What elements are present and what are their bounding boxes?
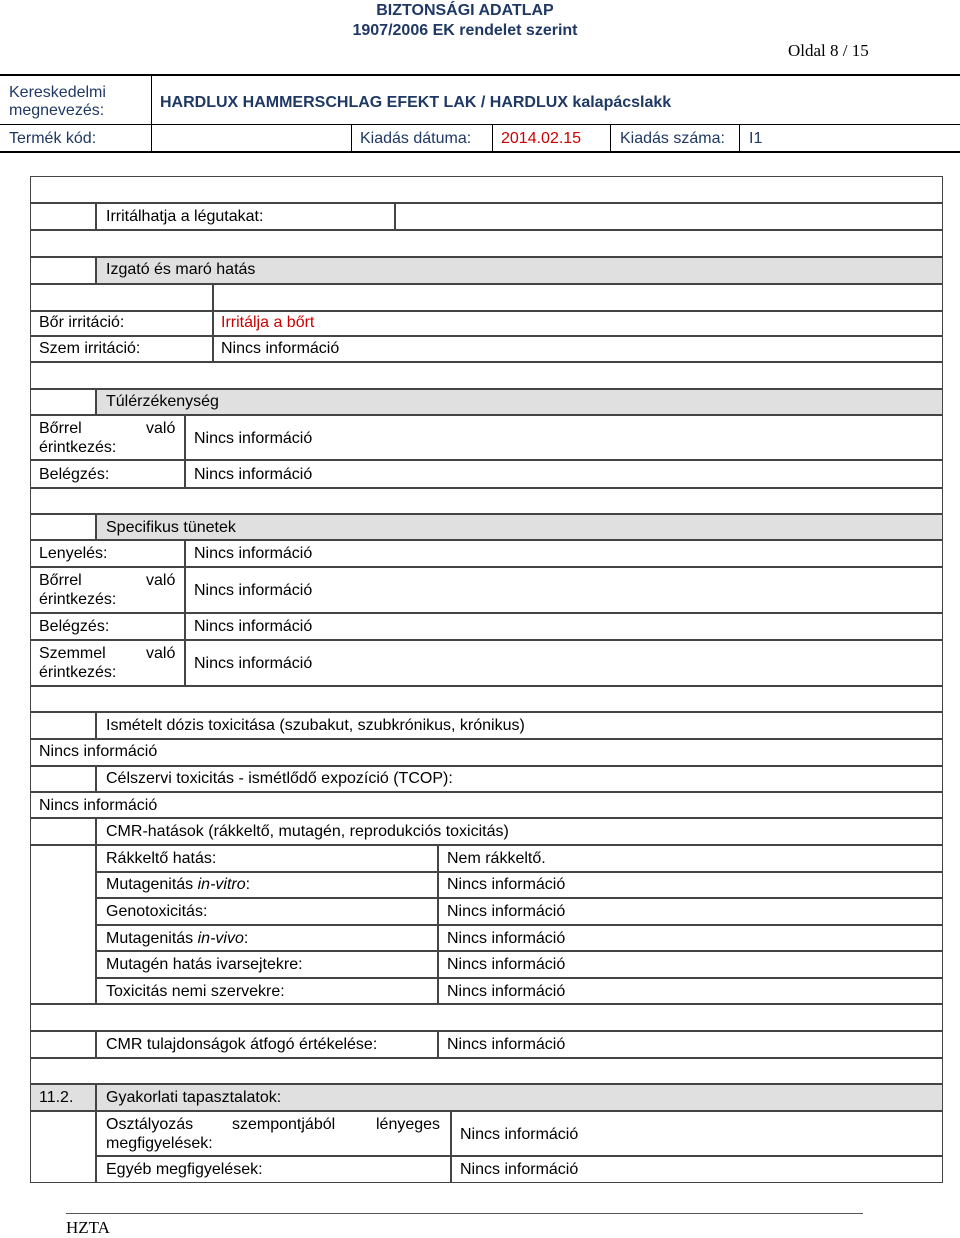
germ-cell-mutagenicity-label: Mutagén hatás ivarsejtekre: [106,956,303,973]
class-obs-label-word-3: lényeges [376,1116,441,1133]
eye-irritation-label: Szem irritáció: [39,340,141,357]
resp-irritation-label: Irritálhatja a légutakat: [106,208,264,225]
mutagenicity-in-vivo-label: Mutagenitás in-vivo: [106,930,249,947]
skin-irritation-value: Irritálja a bőrt [221,314,315,331]
sens-inhal-value: Nincs információ [194,466,313,483]
issue-number-value: I1 [749,130,763,147]
spacer-row [30,230,943,257]
issue-number-label: Kiadás száma: [620,130,725,147]
spacer-row [30,176,943,203]
sens-inhal-label: Belégzés: [39,466,110,483]
indent-cell [30,766,96,792]
spacer-row [30,488,943,514]
skin-irritation-value-cell [213,311,943,336]
indent-cell [30,389,96,415]
cmr-overall-value: Nincs információ [447,1036,566,1053]
specific-symptoms-heading: Specifikus tünetek [106,519,236,536]
carcinogenicity-value: Nem rákkeltő. [447,850,546,867]
sym-skin-label-mid: való [146,572,176,589]
product-code-label: Termék kód: [9,130,97,147]
cmr-overall-label: CMR tulajdonságok átfogó értékelése: [106,1036,378,1053]
sens-skin-label: Bőrrel [39,420,82,437]
sensitization-heading: Túlérzékenység [106,393,219,410]
sym-eye-label-mid: való [146,645,176,662]
sym-skin-value: Nincs információ [194,582,313,599]
sens-skin-value: Nincs információ [194,430,313,447]
issue-date-label: Kiadás dátuma: [360,130,472,147]
repeated-dose-value: Nincs információ [39,743,158,760]
sym-skin-label-2: érintkezés: [39,591,117,608]
indent-cell [30,712,96,739]
header-divider [151,76,152,152]
class-obs-label-line-2: megfigyelések: [106,1135,213,1152]
header-mid-rule [0,124,960,125]
spacer-row [30,362,943,389]
section-number: 11.2. [39,1089,74,1106]
class-obs-label-word-1: Osztályozás [106,1116,194,1133]
sens-skin-label-mid: való [146,420,176,437]
genotoxicity-label: Genotoxicitás: [106,903,208,920]
trade-name-label: Kereskedelmi [9,84,106,101]
indent-cell [30,1111,96,1183]
sym-ingestion-value: Nincs információ [194,545,313,562]
spacer-row [30,1004,943,1031]
indent-cell [30,203,96,230]
carcinogenicity-label: Rákkeltő hatás: [106,850,217,867]
stot-re-value: Nincs információ [39,797,158,814]
sym-inhal-value: Nincs információ [194,618,313,635]
regulation-subtitle: 1907/2006 EK rendelet szerint [352,22,578,39]
stot-re-heading: Célszervi toxicitás - ismétlődő expozíció (TCOP): [106,770,453,787]
class-obs-value: Nincs információ [460,1126,579,1143]
resp-irritation-value-cell [395,203,943,230]
header-bottom-rule [0,151,960,153]
sym-eye-label: Szemmel [39,645,106,662]
indent-cell [30,845,96,1004]
document-title: BIZTONSÁGI ADATLAP [376,2,554,19]
repeated-dose-value-cell [30,739,943,766]
skin-irritation-label: Bőr irritáció: [39,314,125,331]
header-top-rule [0,74,960,76]
other-observations-label: Egyéb megfigyelések: [106,1161,263,1178]
sensitization-heading-cell [96,389,943,415]
spacer-cell [213,284,943,311]
mutagenicity-in-vivo-value: Nincs információ [447,930,566,947]
issue-date-value: 2014.02.15 [501,130,582,147]
germ-cell-mutagenicity-value: Nincs információ [447,956,566,973]
header-divider [492,125,493,152]
spacer-cell [30,284,213,311]
class-obs-label-word-2: szempontjából [232,1116,336,1133]
other-observations-value: Nincs információ [460,1161,579,1178]
section-title: Gyakorlati tapasztalatok: [106,1089,282,1106]
spacer-row [30,1058,943,1084]
sym-eye-label-2: érintkezés: [39,664,117,681]
page-number: Oldal 8 / 15 [788,41,869,60]
sens-skin-label-2: érintkezés: [39,439,117,456]
header-divider [739,125,740,152]
mutagenicity-in-vitro-value: Nincs információ [447,876,566,893]
irritant-corrosive-heading: Izgató és maró hatás [106,261,256,278]
indent-cell [30,514,96,540]
header-divider [351,125,352,152]
indent-cell [30,1031,96,1058]
sym-ingestion-label: Lenyelés: [39,545,108,562]
spacer-row [30,686,943,712]
eye-irritation-value: Nincs információ [221,340,340,357]
mutagenicity-in-vitro-label: Mutagenitás in-vitro: [106,876,251,893]
trade-name-value: HARDLUX HAMMERSCHLAG EFEKT LAK / HARDLUX kalapácslakk [160,94,672,111]
sym-inhal-label: Belégzés: [39,618,110,635]
repeated-dose-heading: Ismételt dózis toxicitása (szubakut, szubkrónikus, krónikus) [106,717,525,734]
indent-cell [30,257,96,284]
reproductive-toxicity-label: Toxicitás nemi szervekre: [106,983,285,1000]
stot-re-value-cell [30,792,943,818]
header-divider [610,125,611,152]
reproductive-toxicity-value: Nincs információ [447,983,566,1000]
trade-name-label-2: megnevezés: [9,102,105,119]
genotoxicity-value: Nincs információ [447,903,566,920]
sym-eye-value: Nincs információ [194,655,313,672]
footer-text: HZTA [66,1218,110,1237]
footer-rule [66,1213,863,1214]
cmr-heading: CMR-hatások (rákkeltő, mutagén, reprodukciós toxicitás) [106,823,509,840]
sym-skin-label: Bőrrel [39,572,82,589]
indent-cell [30,818,96,845]
